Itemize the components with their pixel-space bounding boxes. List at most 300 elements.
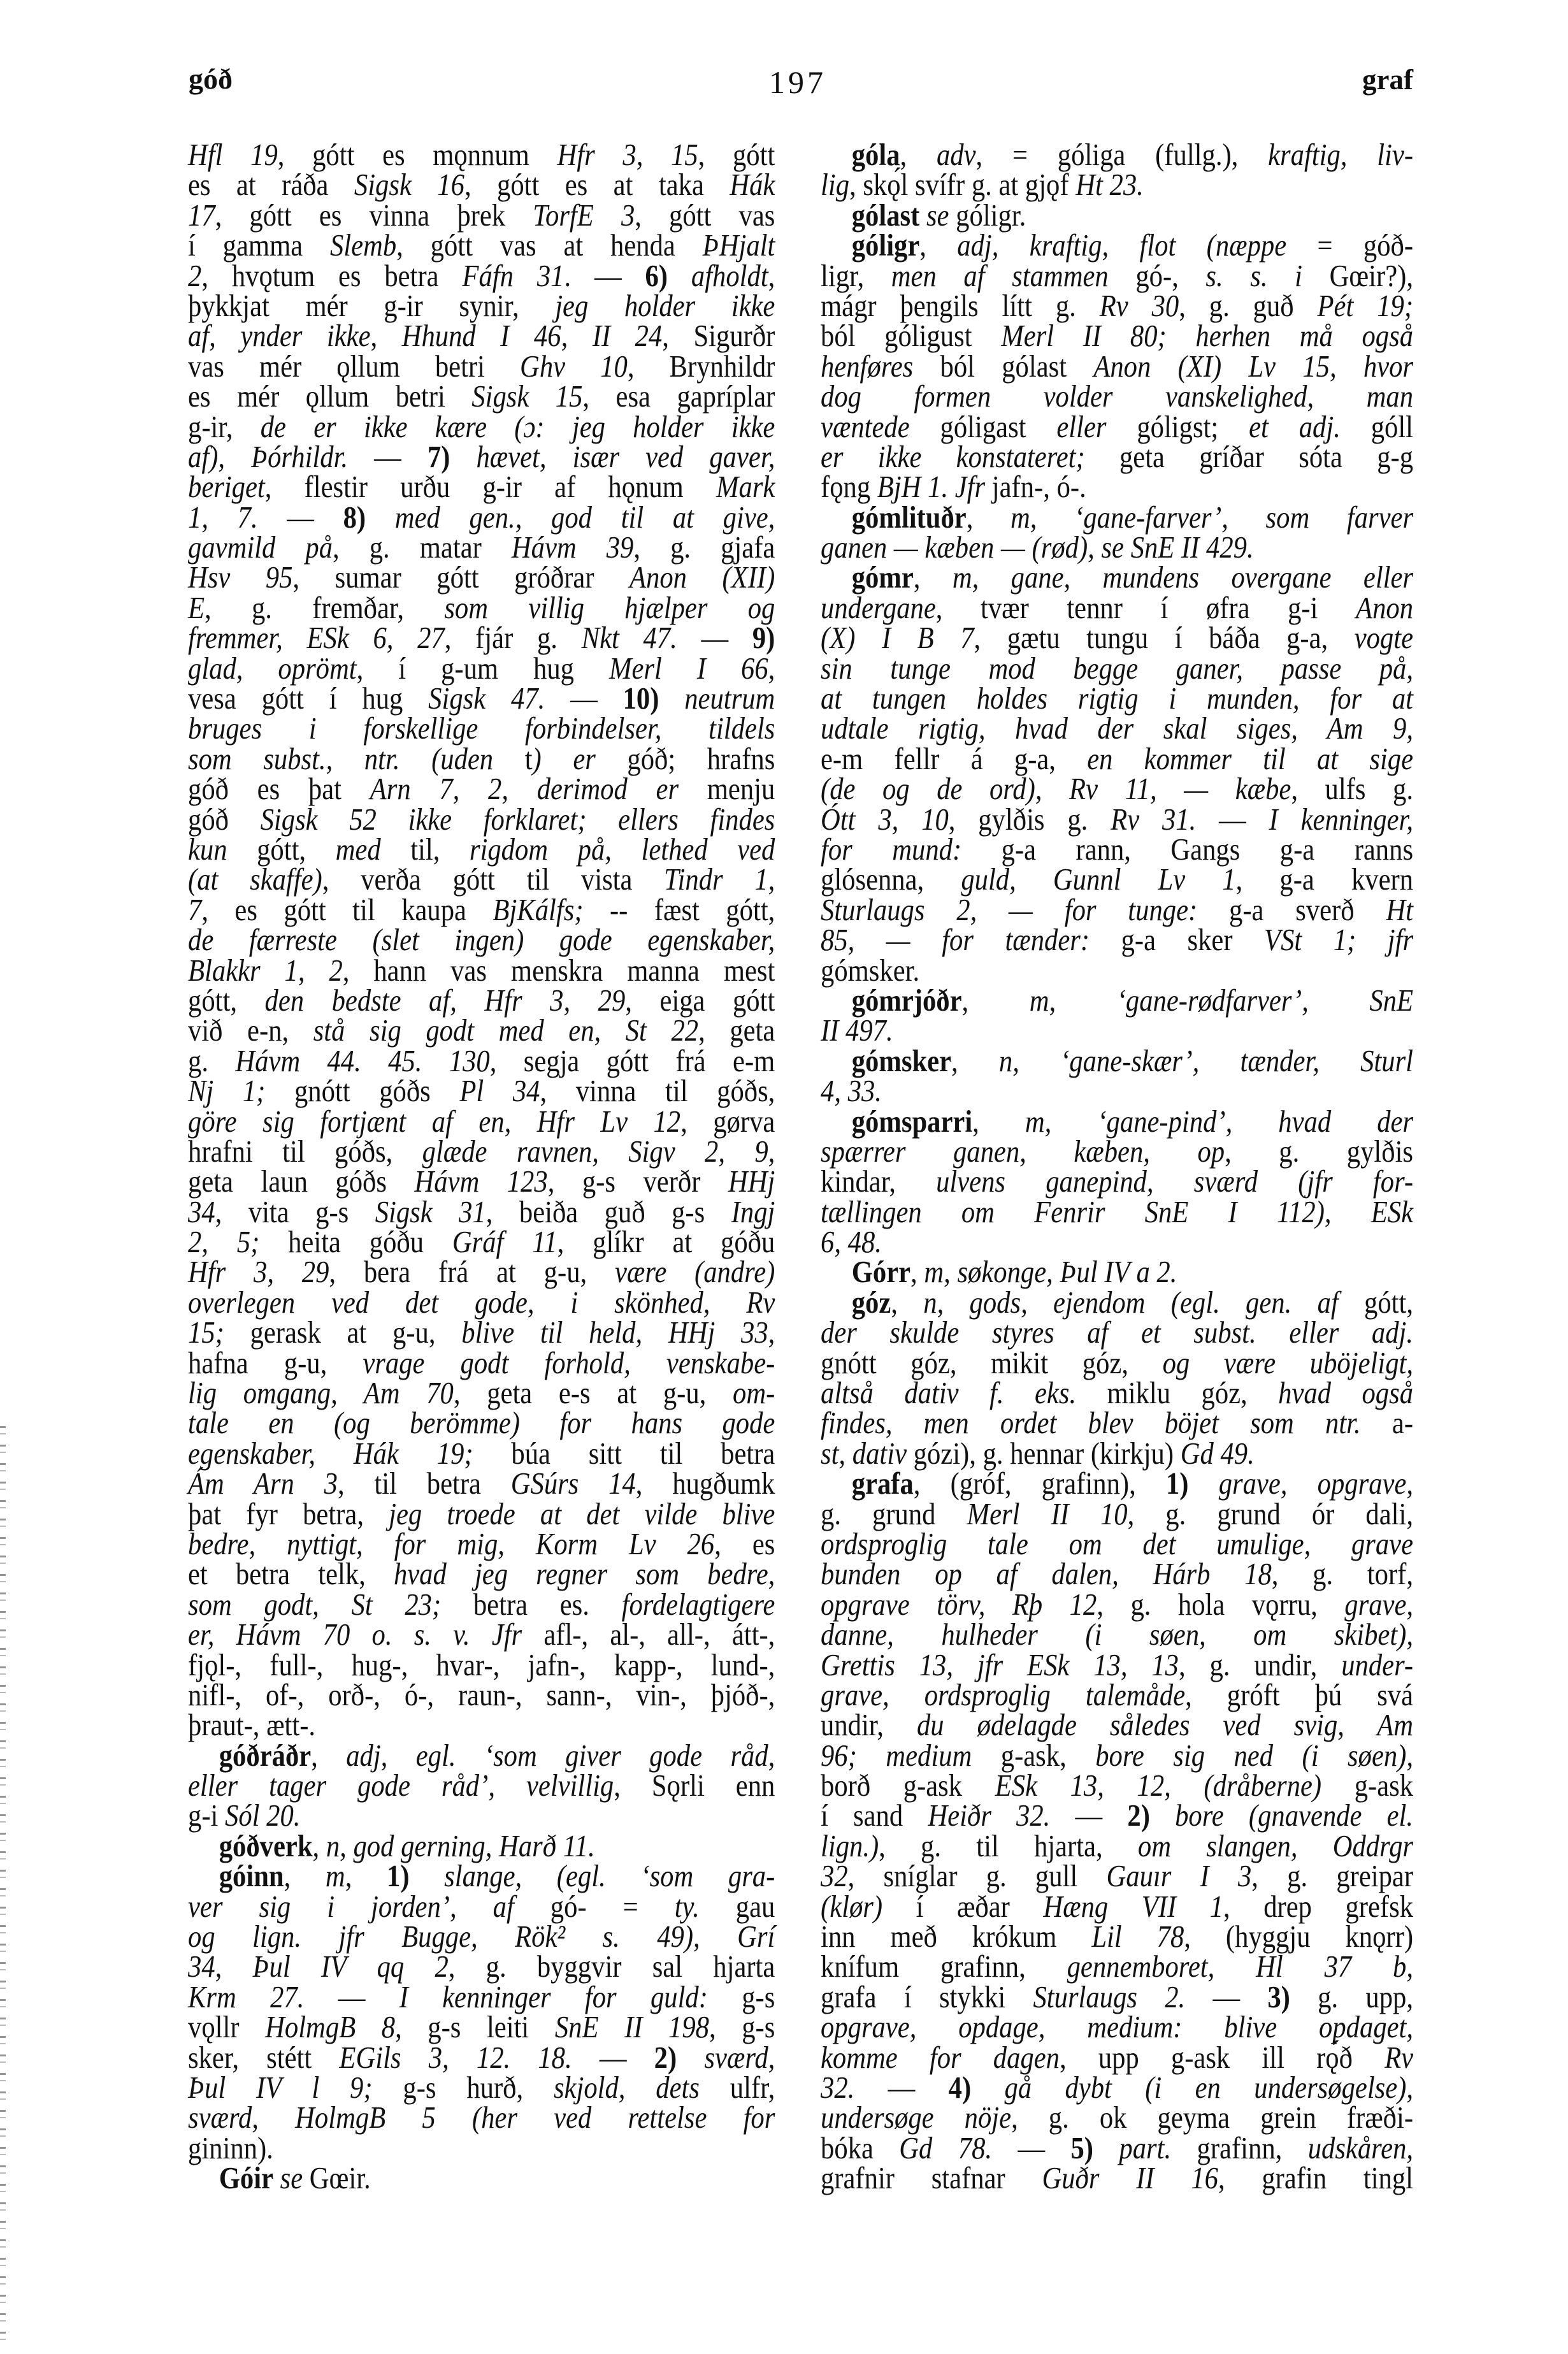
roman-text: , Brynhildr	[627, 348, 775, 384]
italic-text: Hfr 3, 15	[557, 137, 698, 172]
text-line	[188, 650, 775, 686]
dictionary-entry	[821, 982, 1414, 1048]
dictionary-entry	[821, 1103, 1414, 1260]
roman-text: . —	[564, 257, 645, 293]
italic-text: n, god gerning, Harð 11.	[326, 1828, 595, 1863]
text-line	[188, 1224, 775, 1260]
dictionary-entry	[821, 1254, 1413, 1290]
roman-text: , g. greipar	[1251, 1858, 1414, 1894]
italic-text: 1, 7.	[188, 499, 258, 535]
roman-text: es at ráða	[188, 167, 354, 203]
italic-text: Ht 23.	[1075, 167, 1144, 203]
italic-text: 2	[188, 257, 202, 293]
italic-text: 6, 48.	[821, 1224, 882, 1260]
italic-text: Ám Arn 3	[188, 1466, 338, 1501]
italic-text: afholdt	[691, 257, 768, 293]
text-line	[188, 530, 775, 565]
italic-text: Sigsk 15	[471, 379, 583, 414]
dictionary-entry	[188, 1737, 775, 1833]
sense-number: 1)	[387, 1858, 445, 1894]
roman-text: ,	[370, 318, 402, 354]
italic-text: Mark	[716, 469, 775, 505]
text-line	[188, 922, 775, 958]
dictionary-entry	[188, 1858, 775, 2165]
italic-text: du ødelagde således ved svig, Am	[916, 1707, 1414, 1743]
text-line	[188, 1828, 775, 1863]
italic-text: eller tager gode råd’, velvillig	[188, 1768, 614, 1803]
text-line	[821, 530, 1413, 565]
roman-text: knífum grafinn,	[821, 1949, 1067, 1984]
italic-text: stå sig godt med en, St 22	[313, 1013, 699, 1048]
text-line	[188, 831, 775, 867]
roman-text: —	[348, 438, 428, 474]
roman-text: , eiga gótt	[625, 982, 775, 1018]
roman-text: , grafin tingl	[1218, 2160, 1414, 2196]
italic-text: glad, oprömt	[188, 650, 357, 686]
text-line	[188, 227, 775, 263]
italic-text: de er ikke kære (ɔ: jeg holder ikke	[260, 408, 775, 444]
roman-text: í gamma	[188, 227, 330, 263]
italic-text: af, ynder ikke	[188, 318, 371, 354]
italic-text: 96; medium	[821, 1737, 1001, 1773]
italic-text: m, ‘gane-farver’, som farver	[1010, 499, 1414, 535]
roman-text: g-ir,	[188, 408, 261, 444]
roman-text: , g. undir,	[1179, 1647, 1342, 1682]
dictionary-entry	[821, 1043, 1414, 1109]
italic-text: og lign. jfr Bugge, Rök² s. 49), Grí	[188, 1919, 775, 1954]
text-line	[821, 137, 1414, 172]
italic-text: se	[273, 2160, 310, 2196]
italic-text: 4, 33.	[821, 1073, 882, 1109]
italic-text: Fáfn 31	[462, 257, 565, 293]
italic-text: hævet, især ved gaver,	[476, 438, 775, 474]
italic-text: ESk 13, 12, (dråberne)	[995, 1768, 1355, 1803]
roman-text: g-ask	[1354, 1768, 1414, 1803]
running-head-right: graf	[1362, 64, 1413, 96]
text-line	[821, 740, 1414, 776]
roman-text: góð	[188, 801, 261, 837]
roman-text: , vinna til góðs,	[540, 1073, 775, 1109]
roman-text: ,	[891, 1284, 924, 1320]
text-line	[821, 348, 1414, 384]
text-line	[821, 1194, 1414, 1229]
roman-text: , g. matar	[333, 530, 512, 565]
roman-text: g.	[188, 1043, 236, 1078]
roman-text: , hann vas menskra manna mest	[342, 952, 775, 988]
text-line	[821, 1073, 1413, 1109]
italic-text: E	[188, 589, 205, 625]
italic-text: part.	[1119, 2130, 1197, 2165]
italic-text: Grettis 13, jfr ESk 13, 13	[821, 1647, 1179, 1682]
italic-text: med	[335, 831, 411, 867]
roman-text: , gótt es mǫnnum	[277, 137, 557, 172]
roman-text: , es gótt til kaupa	[201, 892, 493, 927]
roman-text: , gørva	[680, 1103, 775, 1139]
roman-text: kindar,	[821, 1164, 937, 1199]
italic-text: Guðr II 16	[1042, 2160, 1218, 2196]
text-line	[821, 1254, 1413, 1290]
italic-text: om slangen, Oddrgr	[1137, 1828, 1414, 1863]
roman-text: , gótt vas at henda	[396, 227, 703, 263]
italic-text: Sigsk 52 ikke forklaret; ellers findes	[260, 801, 775, 837]
sense-number: 4)	[948, 2070, 1005, 2105]
text-line	[821, 227, 1414, 263]
text-line	[188, 257, 775, 293]
italic-text: den bedste af, Hfr 3, 29	[264, 982, 626, 1018]
text-line	[821, 1284, 1414, 1320]
italic-text: beriget	[188, 469, 265, 505]
italic-text: 32.	[821, 2070, 855, 2105]
roman-text: , g. byggvir sal hjarta	[448, 1949, 775, 1984]
italic-text: ganen — kæben — (rød), se SnE II 429.	[821, 530, 1254, 565]
text-line	[821, 469, 1413, 505]
italic-text: Gd 78.	[899, 2130, 993, 2165]
headword: grafa	[851, 1466, 914, 1501]
text-line	[188, 1949, 775, 1984]
roman-text: góll	[1370, 408, 1414, 444]
italic-text: rigdom på, lethed ved	[469, 831, 775, 867]
roman-text: sker, stétt	[188, 2039, 340, 2075]
text-line	[188, 379, 775, 414]
italic-text: opgrave, opdage, medium: blive opdaget,	[821, 2009, 1414, 2045]
italic-text: Hávm 44. 45. 130	[235, 1043, 490, 1078]
roman-text: inn með krókum	[821, 1919, 1092, 1954]
roman-text: , tvær tennr í øfra g-i	[935, 589, 1356, 625]
italic-text: II 497.	[821, 1013, 893, 1048]
italic-text: adj, kraftig, flot (næppe	[957, 227, 1318, 263]
headword: góligr	[851, 227, 920, 263]
dictionary-entry	[821, 137, 1414, 203]
roman-text: g-s	[707, 1979, 775, 2014]
sense-number: 9)	[752, 620, 775, 656]
text-line	[821, 1677, 1414, 1712]
roman-text: gótt,	[1364, 1284, 1414, 1320]
text-line	[821, 1707, 1414, 1743]
text-line	[821, 379, 1414, 414]
italic-text: af), Þórhildr.	[188, 438, 349, 474]
text-line	[821, 1919, 1414, 1954]
text-line	[188, 589, 775, 625]
roman-text: góligast	[940, 408, 1057, 444]
text-line	[188, 892, 775, 927]
headword: gómsker	[851, 1043, 952, 1078]
roman-text: , flestir urðu g-ir af hǫnum	[264, 469, 716, 505]
roman-text: gótt,	[257, 831, 336, 867]
roman-text: ,	[951, 1043, 999, 1078]
italic-text: om-	[733, 1375, 775, 1411]
roman-text: , (hyggju knǫrr)	[1184, 1919, 1414, 1954]
italic-text: grave, opgrave,	[1218, 1466, 1414, 1501]
roman-text: , g. til hjarta,	[879, 1828, 1138, 1863]
italic-text: væntede	[821, 408, 940, 444]
roman-text: g-ask,	[1000, 1737, 1096, 1773]
roman-text: ,	[284, 1858, 326, 1894]
roman-text: g-s hurð,	[372, 2070, 554, 2105]
roman-text: g-i	[188, 1798, 226, 1833]
roman-text: , g-s	[709, 2009, 775, 2045]
italic-text: skjold, dets	[553, 2070, 730, 2105]
italic-text: for mund:	[821, 831, 962, 867]
text-line	[188, 2130, 775, 2165]
italic-text: st, dativ	[821, 1435, 914, 1471]
roman-text: et betra telk,	[188, 1556, 394, 1592]
text-line	[821, 2039, 1414, 2075]
italic-text: 17	[188, 197, 215, 233]
italic-text: fordelagtigere	[621, 1586, 775, 1622]
text-line	[821, 1345, 1414, 1380]
italic-text: adj, egl. ‘som giver gode råd,	[346, 1737, 775, 1773]
italic-text: n, ‘gane-skær’, tænder, Sturl	[998, 1043, 1414, 1078]
italic-text: glæde ravnen, Sigv 2, 9,	[422, 1133, 775, 1169]
text-line	[821, 2100, 1414, 2135]
italic-text: udtale rigtig, hvad der skal siges, Am 9,	[821, 711, 1414, 746]
italic-text: kun	[188, 831, 257, 867]
sense-number: 7)	[427, 438, 477, 474]
italic-text: eller	[1056, 408, 1137, 444]
roman-text: þat fyr betra,	[188, 1496, 389, 1531]
headword: góðverk	[219, 1828, 313, 1863]
roman-text: , es	[714, 1526, 775, 1561]
text-line	[188, 1435, 775, 1471]
roman-text: , skǫ́l svífr g. at gjǫf	[849, 167, 1076, 203]
text-line	[188, 1073, 775, 1109]
roman-text: betra es.	[441, 1586, 622, 1622]
italic-text: vrage godt forhold, venskabe-	[363, 1345, 775, 1380]
text-line	[188, 499, 775, 535]
roman-text: ,	[966, 499, 1011, 535]
italic-text: m, ‘gane-rødfarver’, SnE	[1029, 982, 1414, 1018]
roman-text: ,	[919, 227, 958, 263]
italic-text: ÞHjalt	[702, 227, 775, 263]
italic-text: Ht	[1386, 892, 1414, 927]
roman-text: g-a sverð	[1197, 892, 1386, 927]
italic-text: er ikke konstateret;	[821, 438, 1085, 474]
text-line	[188, 1858, 775, 1894]
italic-text: Heiðr 32.	[928, 1798, 1051, 1833]
roman-text: við e-n,	[188, 1013, 313, 1048]
roman-text: , sníglar g. gull	[847, 1858, 1107, 1894]
text-line	[188, 1888, 775, 1924]
italic-text: at tungen holdes rigtig i munden, for at	[821, 681, 1414, 716]
italic-text: Hávm 39	[511, 530, 634, 565]
italic-text: er, Hávm 70 o. s. v. Jfr	[188, 1617, 544, 1652]
italic-text: gavmild på	[188, 530, 333, 565]
text-line	[821, 771, 1414, 807]
italic-text: bruges i forskellige forbindelser, tildels	[188, 711, 775, 746]
roman-text: , (gróf, grafinn),	[913, 1466, 1166, 1501]
text-line	[821, 2070, 1414, 2105]
roman-text: góð; hrafns	[627, 740, 775, 776]
text-line	[188, 469, 775, 505]
text-line	[188, 2009, 775, 2045]
roman-text: gó-,	[1135, 257, 1206, 293]
headword: gómsparri	[851, 1103, 973, 1139]
text-line	[188, 952, 775, 988]
italic-text: med gen., god til at give,	[394, 499, 775, 535]
roman-text: -- fæst gótt,	[583, 892, 775, 927]
sense-number: 3)	[1267, 1979, 1290, 2014]
roman-text: , gætu tungu í báða g-a,	[974, 620, 1355, 656]
roman-text: fǫng	[821, 469, 877, 505]
dictionary-entry	[821, 1284, 1414, 1471]
italic-text: lign.)	[821, 1828, 879, 1863]
italic-text: se	[919, 197, 956, 233]
roman-text: ,	[312, 1828, 326, 1863]
italic-text: kraftig, liv-	[1268, 137, 1414, 172]
roman-text: gininn).	[188, 2130, 273, 2165]
roman-text: , fjár g.	[444, 620, 582, 656]
text-line	[188, 438, 775, 474]
text-line	[188, 1466, 775, 1501]
italic-text: Lil 78	[1091, 1919, 1184, 1954]
italic-text: gennemboret, Hl 37 b,	[1067, 1949, 1414, 1984]
text-line	[821, 197, 1413, 233]
text-line	[188, 740, 775, 776]
text-line	[188, 348, 775, 384]
roman-text: gó- =	[550, 1888, 675, 1924]
roman-text: afl-, al-, all-, átt-,	[543, 1617, 775, 1652]
left-column-text	[188, 137, 775, 2196]
roman-text: mágr þengils lítt g.	[821, 287, 1100, 323]
italic-text: Rv	[1385, 2039, 1414, 2075]
text-line	[821, 167, 1413, 203]
italic-text: som subst., ntr. (uden	[188, 740, 525, 776]
italic-text: Ingj	[731, 1194, 775, 1229]
italic-text: Merl II 10	[967, 1496, 1128, 1531]
headword: gómlituðr	[851, 499, 967, 535]
right-column-text	[821, 137, 1414, 2196]
page-number: 197	[769, 64, 826, 100]
dictionary-entry	[188, 2160, 775, 2196]
roman-text: Gœir.	[309, 2160, 371, 2196]
italic-text: Hfr 3, 29	[188, 1254, 329, 1290]
italic-text: HolmgB 8	[265, 2009, 396, 2045]
roman-text: , upp g-ask ill rǫ́ð	[1059, 2039, 1385, 2075]
italic-text: s. s. i	[1205, 257, 1330, 293]
roman-text: ,	[768, 257, 775, 293]
italic-text: Krm 27.	[188, 1979, 305, 2014]
text-line	[821, 1315, 1414, 1350]
roman-text: , esa gapríplar	[582, 379, 775, 414]
roman-text: , verða gótt til vista	[322, 862, 665, 897]
text-line	[821, 650, 1414, 686]
roman-text: , í g-um hug	[356, 650, 609, 686]
italic-text: der skulde styres af et subst. eller adj.	[821, 1315, 1414, 1350]
roman-text: , geta e-s at g-u,	[453, 1375, 733, 1411]
roman-text: undir,	[821, 1707, 917, 1743]
italic-text: lig	[821, 167, 850, 203]
text-line	[188, 560, 775, 595]
headword: gómrjóðr	[851, 982, 962, 1018]
italic-text: Sigsk 16	[354, 167, 464, 203]
italic-text: Blakkr 1, 2	[188, 952, 343, 988]
text-line	[821, 892, 1414, 927]
roman-text: , g. gylðis	[1225, 1133, 1414, 1169]
roman-text: í æðar	[916, 1888, 1044, 1924]
roman-text: ligr,	[821, 257, 891, 293]
italic-text: HHj	[728, 1164, 775, 1199]
roman-text: ból góligust	[821, 318, 1002, 354]
italic-text: jeg holder ikke	[555, 287, 775, 323]
italic-text: Anon (XI) Lv 15, hvor	[1093, 348, 1414, 384]
italic-text: 32	[821, 1858, 848, 1894]
italic-text: Gauır I 3	[1106, 1858, 1252, 1894]
italic-text: tællingen om Fenrir SnE I 112), ESk	[821, 1194, 1414, 1229]
roman-text: glósenna,	[821, 862, 961, 897]
italic-text: TorfE 3	[533, 197, 635, 233]
roman-text: nifl-, of-, orð-, ó-, raun-, sann-, vin-, þjóð-,	[188, 1677, 775, 1712]
roman-text: hafna g-u,	[188, 1345, 363, 1380]
italic-text: Hák	[730, 167, 775, 203]
italic-text: Sigsk 47.	[428, 681, 545, 716]
text-line	[188, 1798, 775, 1833]
roman-text: es mér ǫllum betri	[188, 379, 472, 414]
roman-text: gózi), g. hennar (kirkju)	[913, 1435, 1181, 1471]
roman-text: , vita g-s	[215, 1194, 375, 1229]
text-line	[188, 1133, 775, 1169]
roman-text: , geta	[698, 1013, 775, 1048]
italic-text: bunden op af dalen, Hárb 18	[821, 1556, 1272, 1592]
italic-text: Pl 34	[459, 1073, 540, 1109]
roman-text: , g. ok geyma grein fræði-	[1011, 2100, 1414, 2135]
italic-text: Ghv 10	[520, 348, 628, 384]
italic-text: hvad jeg regner som bedre,	[393, 1556, 775, 1592]
italic-text: sin tunge mod begge ganer, passe på,	[821, 650, 1414, 686]
roman-text: gnótt góðs	[265, 1073, 460, 1109]
text-line	[821, 1496, 1414, 1531]
italic-text: guld, Gunnl Lv 1	[961, 862, 1236, 897]
roman-text: hrafni til góðs,	[188, 1133, 422, 1169]
text-line	[188, 1315, 775, 1350]
text-line	[188, 1043, 775, 1078]
scan-edge-shadow	[0, 1426, 6, 2342]
italic-text: danne, hulheder (i søen, om skibet),	[821, 1617, 1414, 1652]
roman-text: vesa gótt í hug	[188, 681, 429, 716]
italic-text: Hsv 95	[188, 560, 293, 595]
roman-text: Gœir?),	[1329, 257, 1414, 293]
italic-text: (klør)	[821, 1888, 916, 1924]
text-line	[821, 711, 1414, 746]
text-line	[188, 167, 775, 203]
italic-text: EGils 3, 12. 18.	[339, 2039, 572, 2075]
italic-text: n, gods, ejendom (egl. gen. af	[923, 1284, 1365, 1320]
text-line	[821, 318, 1414, 354]
italic-text: Sturlaugs 2, — for tunge:	[821, 892, 1198, 927]
roman-text: gótt,	[188, 982, 265, 1018]
roman-text: , sumar gótt gróðrar	[292, 560, 630, 595]
italic-text: Hfl 19	[188, 137, 278, 172]
text-line	[821, 1979, 1414, 2014]
right-column	[821, 137, 1414, 2196]
text-line	[188, 1768, 775, 1803]
roman-text: , glíkr at góðu	[557, 1224, 775, 1260]
roman-text: —	[545, 681, 623, 716]
text-line	[821, 1647, 1414, 1682]
italic-text: fremmer, ESk 6, 27	[188, 620, 445, 656]
roman-text: geta gríðar sóta g-g	[1084, 438, 1414, 474]
roman-text: miklu góz,	[1107, 1375, 1279, 1411]
text-line	[821, 862, 1414, 897]
roman-text: , Sǫrli enn	[614, 1768, 775, 1803]
roman-text: vas mér ǫllum betri	[188, 348, 521, 384]
text-line	[188, 1345, 775, 1380]
text-line	[821, 1043, 1414, 1078]
text-line	[821, 1798, 1414, 1833]
roman-text: gerask at g-u,	[224, 1315, 462, 1350]
roman-text: , hvǫtum es betra	[201, 257, 463, 293]
italic-text: (de og de ord), Rv 11, — kæbe	[821, 771, 1291, 807]
italic-text: (X) I B 7	[821, 620, 974, 656]
